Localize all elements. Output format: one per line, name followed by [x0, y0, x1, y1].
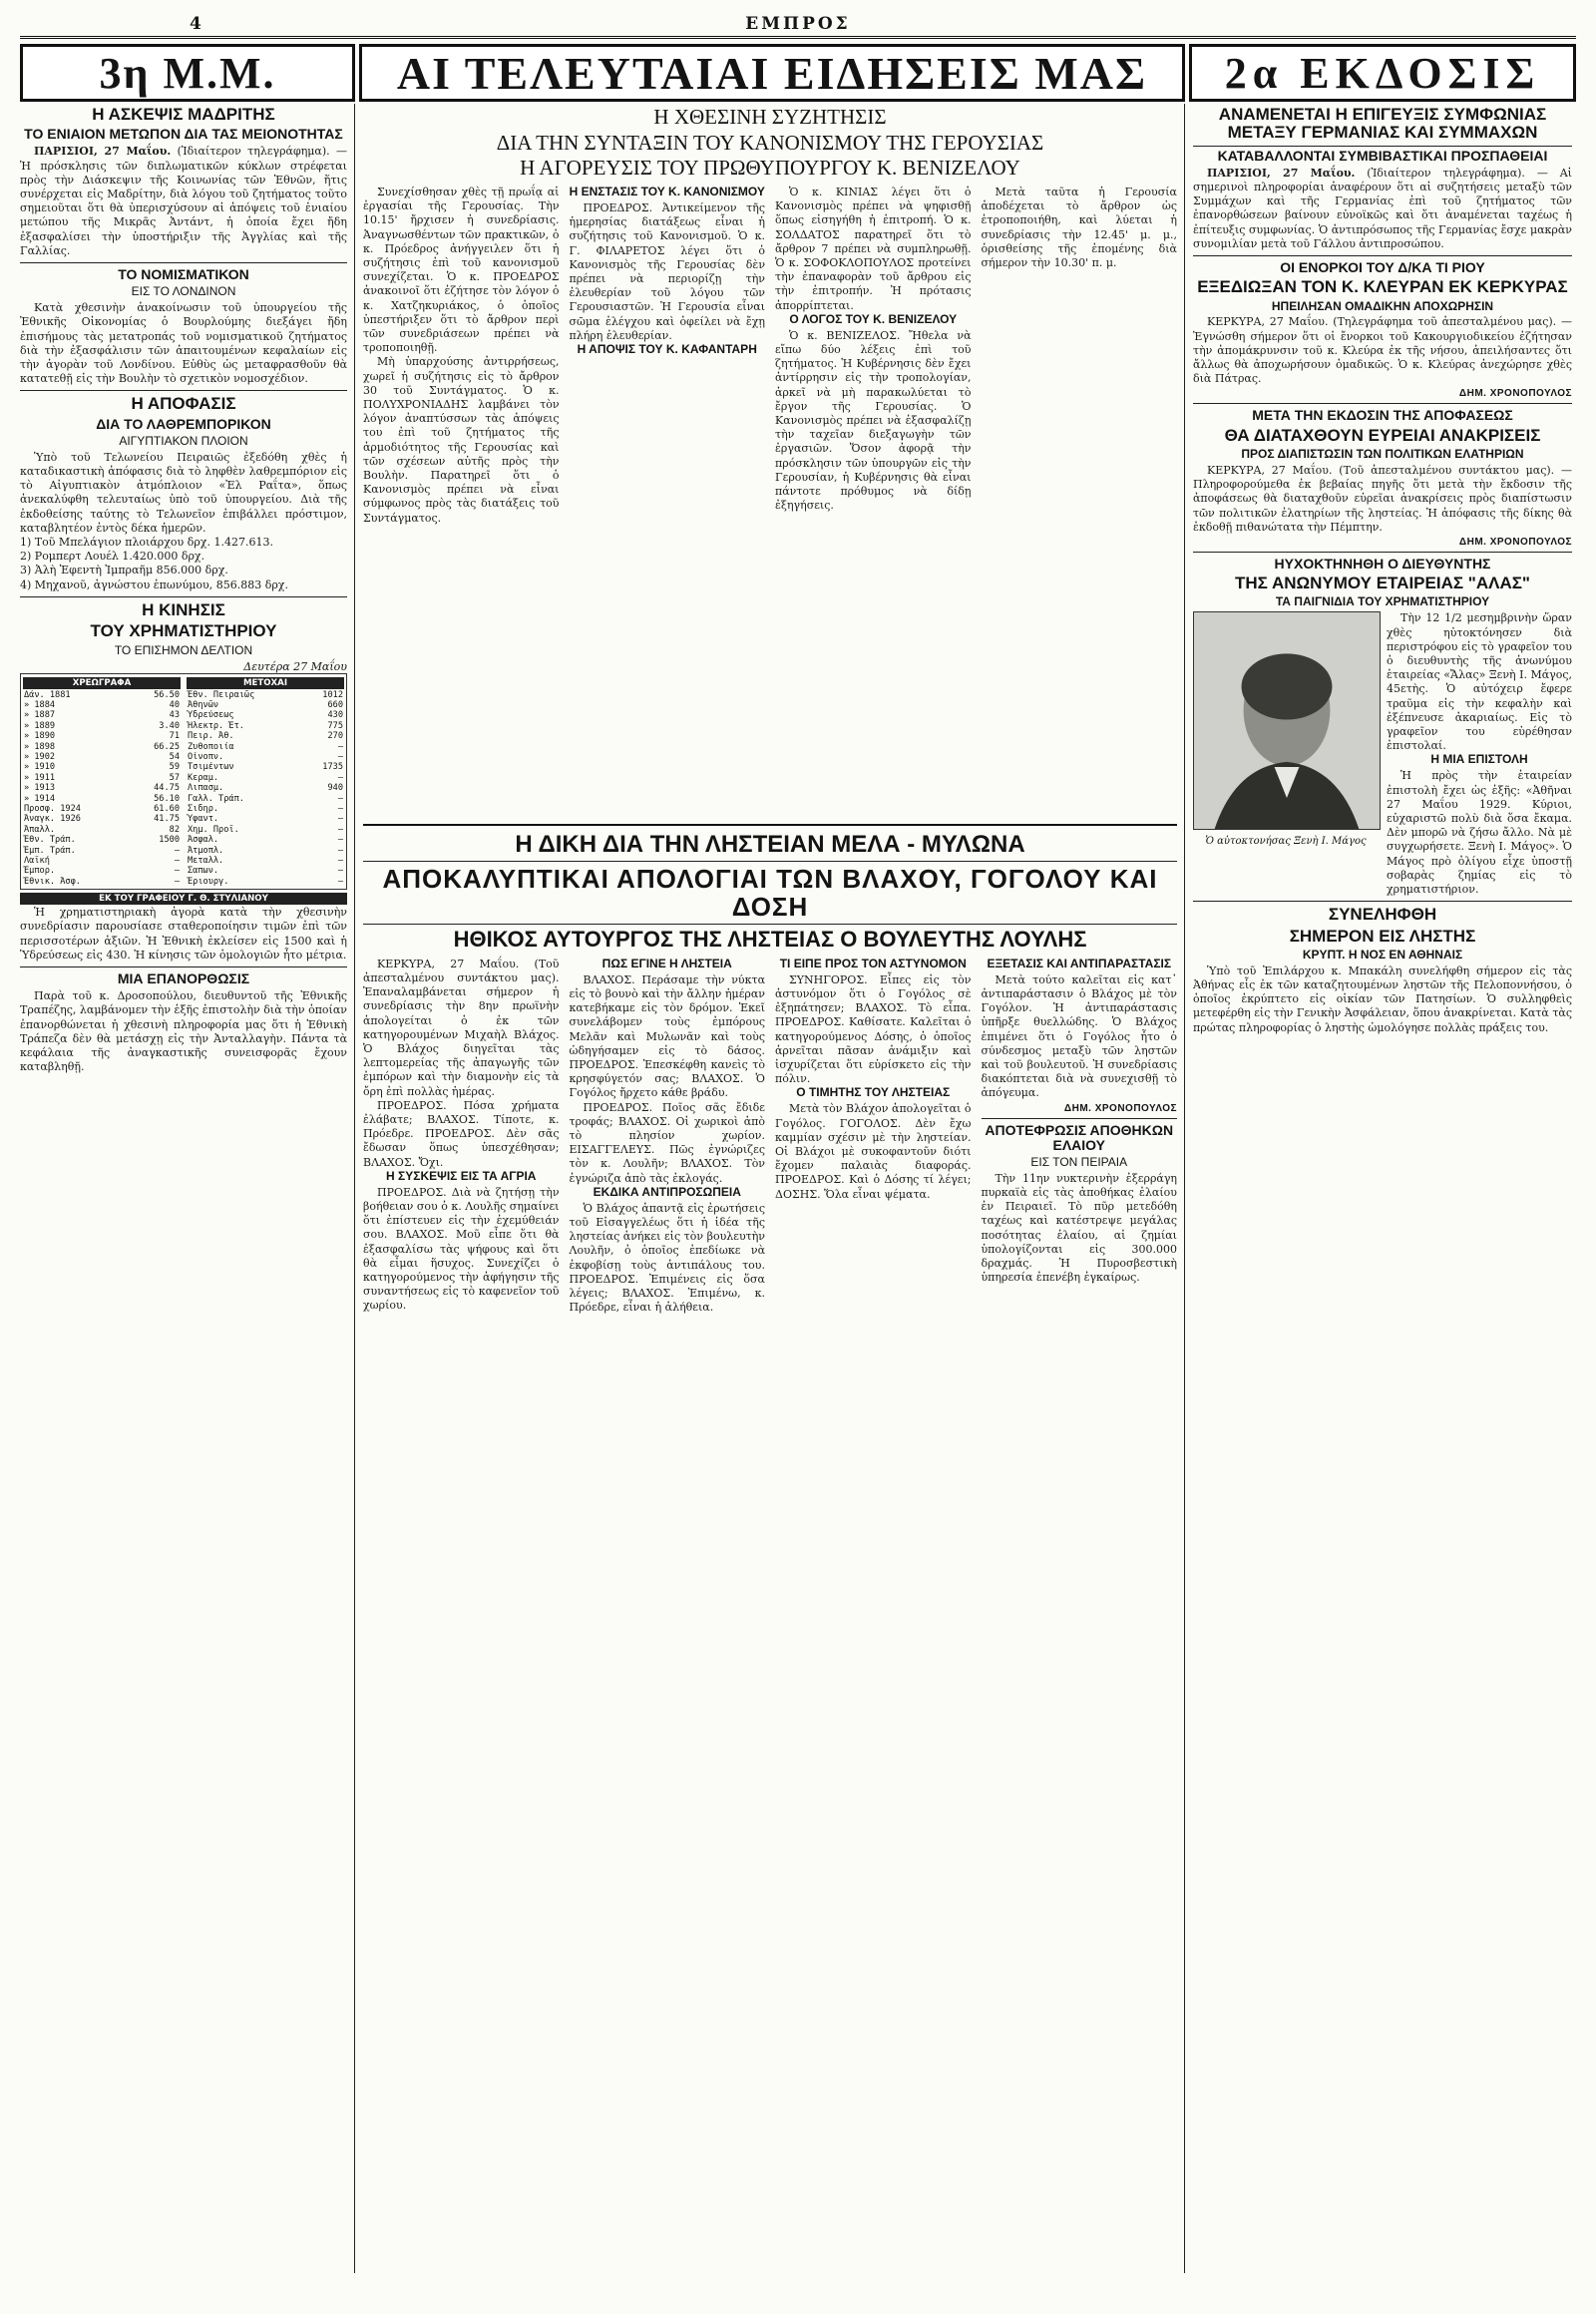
stock-name: Κεραμ. [188, 772, 219, 783]
stock-row [187, 835, 344, 845]
inquiry-byline: ΔΗΜ. ΧΡΟΝΟΠΟΥΛΟΣ [1458, 536, 1572, 548]
decision-body: Ὑπὸ τοῦ Τελωνείου Πειραιῶς ἐξεδόθη χθὲς ἡ καταδικαστικὴ ἀπόφασις διὰ τὸ ληφθὲν λαθρεμπόριον εἰς τὸ Αἰγυπτιακὸν ἀτμόπλοιον «Ἐλ Ραΐτα», ὅπως ἀνεκαλύφθη τελευταίως ὑπὸ τοῦ ὑπουργείου. Διὰ τῆς ἐκδοθείσης ταύτης τὸ Τελωνεῖον ἐπιβάλλει πρόστιμον, καταβλητέον ἐντὸς δέκα ἡμερῶν. [20, 450, 347, 535]
stock-row [23, 866, 181, 876]
divider [1193, 255, 1572, 256]
alas-body: Τὴν 12 1/2 μεσημβρινὴν ὥραν χθὲς ηὐτοκτόνησεν διὰ περιστρόφου εἰς τὸ γραφεῖον του ὁ διευθυντὴς τῆς ἀνωνύμου ἑταιρείας «Ἄλας» Ξενὴ Ι. Μάγος, 45ετὴς. Ὁ αὐτόχειρ ἔφερε τραῦμα εἰς τὴν κεφαλὴν καὶ ἐξέπνευσε ἀκαριαίως. Εἰς τὸ γραφεῖον του εὑρέθησαν ἐπιστολαί. [1387, 611, 1572, 753]
stock-row [23, 804, 181, 814]
stock-price: — [337, 793, 343, 804]
senate-paragraph: Συνεχίσθησαν χθὲς τῇ πρωΐᾳ αἱ ἐργασίαι τῆς Γερουσίας. Τὴν 10.15' ἤρχισεν ἡ συνεδρίασις. Ἀναγνωσθέντων τῶν πρακτικῶν, ὁ κ. Πρόεδρος ἀνήγγειλεν ὅτι ἡ συζήτησις ἐπὶ τοῦ κανονισμοῦ συνεχίζεται. Ὁ κ. ΠΡΟΕΔΡΟΣ ἀνακοινοῖ ὅτι ἐζήτησε τὸν λόγον ὁ κ. Χατζηκυριάκος, ὁ ὁποῖος ὑπεστήριξεν ὅτι τὸ ἄρθρον περὶ τῶν συνεδριάσεων πρέπει νὰ τροποποιηθῇ. [363, 186, 560, 355]
stock-name: Σιδηρ. [188, 803, 219, 814]
olive-headline: ΑΠΟΤΕΦΡΩΣΙΣ ΑΠΟΘΗΚΩΝ ΕΛΑΙΟΥ [985, 1121, 1174, 1153]
alas-photo-block [1193, 611, 1379, 897]
stock-price: 54 [169, 751, 180, 762]
stock-row [187, 690, 344, 700]
decision-list-item: 1) Τοῦ Μπελάγιον πλοιάρχου δρχ. 1.427.613. [20, 536, 273, 550]
arrest-subheadline: ΣΗΜΕΡΟΝ ΕΙΣ ΛΗΣΤΗΣ [1289, 926, 1476, 946]
stock-price: — [337, 772, 343, 783]
stock-name: Πειρ. Ἀθ. [188, 731, 234, 742]
stock-name: » 1887 [24, 710, 56, 721]
stock-row [187, 700, 344, 710]
stock-row [187, 825, 344, 835]
exchange-subheadline: ΤΟΥ ΧΡΗΜΑΤΙΣΤΗΡΙΟΥ [90, 621, 277, 641]
stock-price: — [337, 876, 343, 887]
stock-row [23, 700, 181, 710]
trial-subhead: Ο ΤΙΜΗΤΗΣ ΤΟΥ ΛΗΣΤΕΙΑΣ [796, 1085, 951, 1100]
stock-price: — [337, 741, 343, 752]
corfu-headline: ΟΙ ΕΝΟΡΚΟΙ ΤΟΥ Δ/ΚΑ ΤΙ ΡΙΟΥ [1280, 259, 1485, 276]
newspaper-page [20, 14, 1576, 2278]
decision-list-item: 4) Μηχανοῦ, ἀγνώστου ἐπωνύμου, 856.883 δρχ. [20, 578, 288, 591]
divider [20, 596, 347, 597]
stock-row [23, 856, 181, 866]
stock-name: Γαλλ. Τράπ. [188, 793, 244, 804]
stock-price: — [174, 866, 180, 877]
trial-paragraph: ΒΛΑΧΟΣ. Περάσαμε τὴν νύκτα εἰς τὸ βουνὸ καὶ τὴν ἄλλην ἡμέραν κατεβήκαμε εἰς τὸν δρόμον. Ἐκεῖ συνελάβομεν τοὺς ἐμπόρους Μελᾶν καὶ Μυλωνᾶν καὶ τοὺς ὡδηγήσαμεν εἰς τὸ δάσος. ΠΡΟΕΔΡΟΣ. Ἐπεσκέφθη κανεὶς τὸ κρησφύγετόν σας; ΒΛΑΧΟΣ. Ὁ Γογόλος ἤρχετο κάθε βράδυ. [569, 972, 765, 1100]
stock-name: Ἀναγκ. 1926 [24, 814, 81, 825]
stock-name: Σαπων. [188, 866, 219, 877]
arrest-body: Ὑπὸ τοῦ Ἐπιλάρχου κ. Μπακάλη συνελήφθη σήμερον εἰς τὰς Ἀθήνας εἷς ἐκ τῶν καταζητουμένων ληστῶν τῆς Πελοποννήσου, ὁ ὁποῖος ἐκρύπτετο εἰς οἰκίαν τῶν Πατησίων. Ὁ συλληφθεὶς μετεφέρθη εἰς τὴν Γενικὴν Ἀσφάλειαν, ὅπου ἀνακρίνεται. Κατὰ τὰς πρώτας πληροφορίας ὁ ληστὴς ὡμολόγησε πολλὰς πράξεις του. [1193, 964, 1572, 1034]
stock-name: Δάν. 1881 [24, 689, 71, 700]
senate-kicker: Η ΑΓΟΡΕΥΣΙΣ ΤΟΥ ΠΡΩΘΥΠΟΥΡΓΟΥ Κ. ΒΕΝΙΖΕΛΟΥ [520, 156, 1020, 181]
stock-name: » 1911 [24, 772, 56, 783]
stock-name: Ἀτμοπλ. [188, 845, 224, 856]
stock-price: — [337, 845, 343, 856]
stock-row [187, 856, 344, 866]
coins-subheadline: ΕΙΣ ΤΟ ΛΟΝΔΙΝΟΝ [131, 284, 236, 299]
left-column [20, 106, 347, 2272]
decision-kicker: ΑΙΓΥΠΤΙΑΚΟΝ ΠΛΟΙΟΝ [119, 433, 248, 448]
madrid-dateline: ΠΑΡΙΣΙΟΙ, 27 Μαΐου. [34, 145, 172, 159]
stock-price: 59 [169, 762, 180, 773]
stock-name: » 1890 [24, 731, 56, 742]
stock-name: Ὑδρεύσεως [188, 710, 234, 721]
trial-col [775, 958, 972, 1316]
germany-subheadline: ΚΑΤΑΒΑΛΛΟΝΤΑΙ ΣΥΜΒΙΒΑΣΤΙΚΑΙ ΠΡΟΣΠΑΘΕΙΑΙ [1193, 146, 1572, 164]
germany-body: (Ἰδιαίτερον τηλεγράφημα). — Αἱ σημερινοὶ πληροφορίαι ἀναφέρουν ὅτι αἱ συζητήσεις μεταξὺ τῶν Συμμάχων καὶ τῆς Γερμανίας ἐπὶ τοῦ ζητήματος τῶν ἐπανορθώσεων βαίνουν εὐνοϊκῶς καὶ ὅτι ἀναμένεται ταχέως ἡ ἐπίτευξις συμφωνίας. Ὁ ἀντιπρόσωπος τῆς Γερμανίας ἔσχε μακρὰν συνομιλίαν μετὰ τοῦ Γάλλου ἀντιπροσώπου. [1193, 166, 1572, 250]
stock-row [23, 710, 181, 720]
share-list [187, 690, 344, 888]
correction-headline: ΜΙΑ ΕΠΑΝΟΡΘΩΣΙΣ [117, 970, 250, 987]
divider [20, 390, 347, 391]
senate-article [363, 106, 1177, 816]
stock-name: Ἀσφαλ. [188, 835, 219, 846]
trial-subheadline: ΑΠΟΚΑΛΥΠΤΙΚΑΙ ΑΠΟΛΟΓΙΑΙ ΤΩΝ ΒΛΑΧΟΥ, ΓΟΓΟΛΟΥ ΚΑΙ ΔΟΣΗ [363, 861, 1177, 925]
stock-name: Προσφ. 1924 [24, 803, 81, 814]
olive-body: Τὴν 11ην νυκτερινὴν ἐξερράγη πυρκαϊὰ εἰς τὰς ἀποθήκας ἐλαίου ἐν Πειραιεῖ. Τὸ πῦρ μετεδόθη ταχέως καὶ κατέστρεψε μεγάλας ποσότητας ἐλαίου, αἱ ζημίαι ὑπολογίζονται εἰς 300.000 δραχμάς. Ἡ Πυροσβεστικὴ ὑπηρεσία ἐπενέβη ἐγκαίρως. [981, 1171, 1177, 1285]
stock-table-right-title: ΜΕΤΟΧΑΙ [187, 677, 344, 689]
stock-name: Ὑφαντ. [188, 814, 219, 825]
stock-name: Ἐθν. Πειραιῶς [188, 689, 255, 700]
senate-paragraph: Ὁ κ. ΚΙΝΙΑΣ λέγει ὅτι ὁ Κανονισμὸς πρέπει νὰ ψηφισθῇ ὅπως εἰσηγήθη ἡ ἐπιτροπή. Ὁ κ. ΣΟΛΔΑΤΟΣ παρατηρεῖ ὅτι τὸ ἄρθρον 7 πρέπει νὰ συμπληρωθῇ. Ὁ κ. ΣΟΦΟΚΛΟΠΟΥΛΟΣ προτείνει τὴν ἐπαναφορὰν τοῦ ἄρθρου εἰς τὴν ἐπιτροπήν. Ἡ πρότασις ἀπορρίπτεται. [775, 186, 972, 312]
stock-price: — [337, 866, 343, 877]
stock-price: 66.25 [154, 741, 180, 752]
stock-table [20, 673, 347, 891]
stock-row [187, 710, 344, 720]
stock-row [187, 846, 344, 856]
madrid-body: (Ἰδιαίτερον τηλεγράφημα). — Ἡ πρόσκλησις τῶν διπλωματικῶν κύκλων στρέφεται πρὸς τὴν Διάσκεψιν τῆς Κοινωνίας τῶν Ἐθνῶν, ἥτις συνέρχεται εἰς Μαδρίτην, διὰ λόγου τοῦ ζητήματος τοῦτο σημειοῦται ὅτι θὰ ὑπερισχύσουν αἱ ἀπόψεις τοῦ ἑνιαίου μετώπου τῆς Μικρᾶς Ἀντάντ, ἡ ὁποία ἔχει ἤδη ἐξασφαλίσει τὴν ὑποστήριξιν τῆς Ἀγγλίας καὶ τῆς Γαλλίας. [20, 145, 347, 257]
stock-name: » 1902 [24, 751, 56, 762]
stock-name: Λιπασμ. [188, 783, 224, 794]
coins-headline: ΤΟ ΝΟΜΙΣΜΑΤΙΚΟΝ [118, 266, 249, 283]
stock-name: Λαϊκή [24, 856, 50, 866]
portrait-caption: Ὁ αὐτοκτονήσας Ξενὴ Ι. Μάγος [1205, 836, 1367, 848]
letter-headline: Η ΜΙΑ ΕΠΙΣΤΟΛΗ [1430, 752, 1528, 767]
trial-paragraph: ΚΕΡΚΥΡΑ, 27 Μαΐου. (Τοῦ ἀπεσταλμένου συντάκτου μας). Ἐπαναλαμβάνεται σήμερον ἡ συνεδρίασις τὴν 8ην πρωϊνὴν ἀπολογείται ὁ ἐκ τῶν κατηγορουμένων Μιχαὴλ Βλάχος. Ὁ Βλάχος διηγεῖται τὰς λεπτομερείας τῆς ἀπαγωγῆς τῶν ἐμπόρων καὶ τὴν διαμονὴν εἰς τὰ ὄρη ἐπὶ πολλὰς ἡμέρας. [363, 957, 560, 1098]
stock-price: 430 [327, 710, 343, 721]
divider [20, 262, 347, 263]
stock-row [23, 835, 181, 845]
stock-table-left-title: ΧΡΕΩΓΡΑΦΑ [23, 677, 181, 689]
trial-subhead: ΕΞΕΤΑΣΙΣ ΚΑΙ ΑΝΤΙΠΑΡΑΣΤΑΣΙΣ [987, 956, 1172, 970]
stock-price: 41.75 [154, 814, 180, 825]
senate-subhead: Ο ΛΟΓΟΣ ΤΟΥ Κ. ΒΕΝΙΖΕΛΟΥ [789, 311, 958, 326]
page-number: 4 [190, 14, 201, 34]
stock-price: 82 [169, 824, 180, 835]
trial-paragraph: ΣΥΝΗΓΟΡΟΣ. Εἶπες εἰς τὸν ἀστυνόμον ὅτι ὁ Γογόλος σὲ ἐξηπάτησεν; ΒΛΑΧΟΣ. Τὸ εἶπα. ΠΡΟΕΔΡΟΣ. Καθίσατε. Καλεῖται ὁ κατηγορούμενος Δόσης, ὁ ὁποῖος ἀρνεῖται πᾶσαν ἀνάμιξιν καὶ ἰσχυρίζεται ὅτι εὑρίσκετο εἰς τὴν πόλιν. [775, 972, 972, 1086]
stock-price: — [174, 856, 180, 866]
alas-columns [1193, 611, 1572, 897]
stock-name: » 1884 [24, 699, 56, 710]
trial-paragraph: Μετὰ τούτο καλεῖται εἰς κατ᾽ ἀντιπαράστασιν ὁ Βλάχος μὲ τὸν Γογόλον. Ἡ ἀντιπαράστασις ὑπῆρξε θυελλώδης. Ὁ Βλάχος ἐπιμένει ὅτι ὁ Γογόλος ἦτο ὁ σύνδεσμος μεταξὺ τῶν ληστῶν καὶ τοῦ βουλευτοῦ. Ἡ συνεδρίασις διακόπτεται διὰ νὰ συνεχισθῇ τὸ ἀπόγευμα. [981, 972, 1177, 1100]
stock-row [23, 731, 181, 741]
stock-price: 775 [327, 720, 343, 731]
stock-price: — [337, 803, 343, 814]
stock-table-left [23, 676, 181, 888]
stock-row [23, 846, 181, 856]
stock-price: 57 [169, 772, 180, 783]
senate-columns [363, 186, 1177, 526]
corfu-subheadline: ΕΞΕΔΙΩΞΑΝ ΤΟΝ Κ. ΚΛΕΥΡΑΝ ΕΚ ΚΕΡΚΥΡΑΣ [1197, 277, 1568, 297]
stock-row [23, 825, 181, 835]
stock-name: Ἐμπορ. [24, 866, 56, 877]
stock-row [187, 814, 344, 824]
stock-row [23, 690, 181, 700]
stock-price: 3.40 [159, 720, 180, 731]
inquiry-subheadline: ΘΑ ΔΙΑΤΑΧΘΟΥΝ ΕΥΡΕΙΑΙ ΑΝΑΚΡΙΣΕΙΣ [1224, 425, 1541, 445]
arrest-headline: ΣΥΝΕΛΗΦΘΗ [1328, 905, 1437, 925]
senate-paragraph: ΠΡΟΕΔΡΟΣ. Ἀντικείμενον τῆς ἡμερησίας διατάξεως εἶναι ἡ συζήτησις τοῦ Κανονισμοῦ. Ὁ κ. Γ. ΦΙΛΑΡΕΤΟΣ λέγει ὅτι ὁ Κανονισμὸς τῆς Γερουσίας δὲν πρέπει νὰ περιορίζῃ τὴν ἐλευθερίαν τοῦ λόγου τῶν Γερουσιαστῶν. Ἡ Γερουσία εἶναι σῶμα ἐλέγχου καὶ ὀφείλει νὰ ἔχῃ πλήρη ἐλευθερίαν. [569, 200, 765, 342]
stock-row [187, 752, 344, 762]
inquiry-headline: ΜΕΤΑ ΤΗΝ ΕΚΔΟΣΙΝ ΤΗΣ ΑΠΟΦΑΣΕΩΣ [1252, 407, 1513, 424]
stock-name: Χημ. Προϊ. [188, 824, 239, 835]
decision-list-item: 2) Ρομπερτ Λουέλ 1.420.000 δρχ. [20, 550, 205, 564]
banner-3pm-text: 3η Μ.Μ. [99, 48, 276, 98]
inquiry-body: ΚΕΡΚΥΡΑ, 27 Μαΐου. (Τοῦ ἀπεσταλμένου συντάκτου μας). — Πληροφορούμεθα ἐκ βεβαίας πηγῆς ὅτι μετὰ τὴν ἔκδοσιν τῆς ἀποφάσεως θὰ διαταχθοῦν εὐρεῖαι ἀνακρίσεις πρὸς διαπίστωσιν τῶν πολιτικῶν ἐλατηρίων τῆς ληστείας. Ἡ ἀπόφασις τῆς δίκης θὰ ἐκδοθῇ πιθανώτατα τὴν Πέμπτην. [1193, 463, 1572, 534]
inquiry-kicker: ΠΡΟΣ ΔΙΑΠΙΣΤΩΣΙΝ ΤΩΝ ΠΟΛΙΤΙΚΩΝ ΕΛΑΤΗΡΙΩΝ [1241, 446, 1524, 461]
trial-col [570, 958, 766, 1316]
stock-row [187, 742, 344, 752]
trial-subhead: ΤΙ ΕΙΠΕ ΠΡΟΣ ΤΟΝ ΑΣΤΥΝΟΜΟΝ [779, 956, 967, 970]
madrid-text [20, 145, 347, 258]
stock-name: » 1889 [24, 720, 56, 731]
trial-paragraph: ΠΡΟΕΔΡΟΣ. Ποῖος σᾶς ἔδιδε τροφάς; ΒΛΑΧΟΣ. Οἱ χωρικοὶ ἀπὸ τὸ πλησίον χωρίον. ΕΙΣΑΓΓΕΛΕΥΣ. Πῶς ἐγνώριζες τὸν κ. Λουλῆν; ΒΛΑΧΟΣ. Τὸν ἐγνώριζα ἀπὸ τὰς ἐκλογάς. [569, 1100, 765, 1185]
trial-paragraph: ΠΡΟΕΔΡΟΣ. Διὰ νὰ ζητήσῃ τὴν βοήθειαν σου ὁ κ. Λουλῆς σημαίνει ὅτι ἐπίστευεν εἰς τὴν ἐχεμύθειάν σου. ΒΛΑΧΟΣ. Μοῦ εἶπε ὅτι θὰ ἐξασφαλίσω τὰς ψήφους καὶ ὅτι θὰ εἶμαι ἥσυχος. Συνεχίζει ὁ κατηγορούμενος τὴν ἀφήγησιν τῆς συναντήσεως εἰς τὸ καφενεῖον τοῦ χωρίου. [363, 1185, 560, 1313]
senate-subheadline: ΔΙΑ ΤΗΝ ΣΥΝΤΑΞΙΝ ΤΟΥ ΚΑΝΟΝΙΣΜΟΥ ΤΗΣ ΓΕΡΟΥΣΙΑΣ [496, 130, 1044, 155]
senate-paragraph: Μὴ ὑπαρχούσης ἀντιρρήσεως, χωρεῖ ἡ συζήτησις εἰς τὸ ἄρθρον 30 τοῦ Συντάγματος. Ὁ κ. ΠΟΛΥΧΡΟΝΙΑΔΗΣ λαμβάνει τὸν λόγον ἀναπτύσσων τὰς ἀπόψεις του ἐπὶ τοῦ ζητήματος τῆς ἀρμοδιότητος τῆς Γερουσίας καὶ τῶν σχέσεων αὐτῆς πρὸς τὴν Βουλὴν. Παρατηρεῖ ὅτι ὁ Κανονισμὸς πρέπει νὰ εἶναι σύμφωνος πρὸς τὰς διατάξεις τοῦ Συντάγματος. [363, 355, 560, 525]
senate-col [570, 186, 766, 526]
stock-row [23, 721, 181, 731]
stock-price: 56.10 [154, 793, 180, 804]
divider [1193, 552, 1572, 553]
stock-price: — [174, 845, 180, 856]
stock-name: Ἀπαλλ. [24, 824, 56, 835]
stock-name: Ἐμπ. Τράπ. [24, 845, 76, 856]
stock-row [187, 804, 344, 814]
stock-row [23, 773, 181, 783]
broker-heading: ΕΚ ΤΟΥ ΓΡΑΦΕΙΟΥ Γ. Θ. ΣΤΥΛΙΑΝΟΥ [20, 893, 347, 905]
germany-dateline: ΠΑΡΙΣΙΟΙ, 27 Μαΐου. [1207, 166, 1356, 180]
stock-price: 40 [169, 699, 180, 710]
stock-price: 270 [327, 731, 343, 742]
stock-price: 44.75 [154, 783, 180, 794]
newspaper-title: ΕΜΠΡΟΣ [745, 14, 851, 34]
stock-price: — [337, 814, 343, 825]
decision-list-item: 3) Ἀλὴ Ἐφεντὴ Ἰμπραῆμ 856.000 δρχ. [20, 564, 228, 578]
banner-3pm [20, 44, 355, 102]
stock-name: » 1914 [24, 793, 56, 804]
stock-price: 43 [169, 710, 180, 721]
divider [1193, 403, 1572, 404]
stock-row [187, 762, 344, 772]
decision-subheadline: ΔΙΑ ΤΟ ΛΑΘΡΕΜΠΟΡΙΚΟΝ [96, 415, 271, 432]
corfu-body: ΚΕΡΚΥΡΑ, 27 Μαΐου. (Τηλεγράφημα τοῦ ἀπεσταλμένου μας). — Ἐγνώσθη σήμερον ὅτι οἱ ἔνορκοι τοῦ Κακουργιοδικείου ἐζήτησαν τὴν ἀπομάκρυνσιν τοῦ κ. Κλεύρα ἐκ τῆς νήσου, ἀπειλήσαντες ὅτι ἄλλως θὰ ἀποχωρήσουν ὁμαδικῶς. Ὁ κ. Κλεύρας ἀνεχώρησε χθὲς διὰ Πάτρας. [1193, 315, 1572, 386]
divider [20, 966, 347, 967]
column-rule [354, 104, 355, 2273]
stock-row [23, 742, 181, 752]
exchange-headline: Η ΚΙΝΗΣΙΣ [142, 599, 225, 619]
alas-headline: ΗΥΧΟΚΤΗΝΗΘΗ Ο ΔΙΕΥΘΥΝΤΗΣ [1274, 555, 1491, 572]
stock-name: Μεταλλ. [188, 856, 224, 866]
stock-row [187, 783, 344, 793]
olive-subheadline: ΕΙΣ ΤΟΝ ΠΕΙΡΑΙΑ [1030, 1154, 1128, 1169]
stock-row [23, 762, 181, 772]
madrid-headline: Η ΑΣΚΕΨΙΣ ΜΑΔΡΙΤΗΣ [92, 106, 275, 124]
stock-row [187, 866, 344, 876]
stock-name: Ἐθν. Τράπ. [24, 835, 76, 846]
stock-row [23, 794, 181, 804]
trial-kicker: ΗΘΙΚΟΣ ΑΥΤΟΥΡΓΟΣ ΤΗΣ ΛΗΣΤΕΙΑΣ Ο ΒΟΥΛΕΥΤΗΣ ΛΟΥΛΗΣ [453, 927, 1087, 953]
exchange-date: Δευτέρα 27 Μαΐου [243, 659, 347, 673]
stock-price: — [337, 856, 343, 866]
stock-row [187, 877, 344, 887]
masthead [20, 14, 1576, 39]
stock-price: — [337, 751, 343, 762]
trial-subhead: ΕΚΔΙΚΑ ΑΝΤΙΠΡΟΣΩΠΕΙΑ [593, 1184, 741, 1199]
madrid-subheadline: ΤΟ ΕΝΙΑΙΟΝ ΜΕΤΩΠΟΝ ΔΙΑ ΤΑΣ ΜΕΙΟΝΟΤΗΤΑΣ [24, 126, 343, 143]
trial-paragraph: ΠΡΟΕΔΡΟΣ. Πόσα χρήματα ἐλάβατε; ΒΛΑΧΟΣ. Τίποτε, κ. Πρόεδρε. ΠΡΟΕΔΡΟΣ. Δὲν σᾶς ἔδωσαν ὅπως ὑπεσχέθησαν; ΒΛΑΧΟΣ. Ὄχι. [363, 1098, 560, 1169]
correction-body: Παρὰ τοῦ κ. Δροσοπούλου, διευθυντοῦ τῆς Ἐθνικῆς Τραπέζης, λαμβάνομεν τὴν ἑξῆς ἐπιστολὴν διὰ τὴν ὁποίαν ἐπανορθώνεται ἡ χθεσινὴ πληροφορία μας ὅτι ἡ Ἐθνικὴ Τράπεζα δὲν θὰ μετάσχῃ εἰς τὴν Ἀνταλλαγὴν. Πάντα τὰ κεφάλαια τῆς ἀναγκαστικῆς συνεισφορᾶς ἔχουν καταβληθῇ. [20, 989, 347, 1074]
senate-col [775, 186, 972, 526]
banner-latest-news [359, 44, 1185, 102]
stock-name: Ζυθοποιία [188, 741, 234, 752]
bond-list [23, 690, 181, 888]
stock-price: 940 [327, 783, 343, 794]
stock-name: » 1913 [24, 783, 56, 794]
trial-headline: Η ΔΙΚΗ ΔΙΑ ΤΗΝ ΛΗΣΤΕΙΑΝ ΜΕΛΑ - ΜΥΛΩΝΑ [515, 832, 1025, 858]
trial-paragraph: Μετὰ τὸν Βλάχον ἀπολογεῖται ὁ Γογόλος. ΓΟΓΟΛΟΣ. Δὲν ἔχω καμμίαν σχέσιν μὲ τὴν ληστείαν. Οἱ Βλάχοι μὲ συκοφαντοῦν διότι ἔχομεν παλαιὰς διαφοράς. ΠΡΟΕΔΡΟΣ. Καὶ ὁ Δόσης τί λέγει; ΔΟΣΗΣ. Ὅλα εἶναι ψέματα. [775, 1102, 972, 1201]
stock-price: — [337, 835, 343, 846]
stock-row [187, 794, 344, 804]
stock-row [187, 773, 344, 783]
stock-table-right [187, 676, 344, 888]
stock-price: — [174, 876, 180, 887]
column-rule [1184, 104, 1185, 2273]
senate-subhead: Η ΕΝΣΤΑΣΙΣ ΤΟΥ Κ. ΚΑΝΟΝΙΣΜΟΥ [569, 185, 765, 199]
stock-price: 61.60 [154, 803, 180, 814]
portrait-photo [1193, 611, 1381, 830]
coins-body: Κατὰ χθεσινὴν ἀνακοίνωσιν τοῦ ὑπουργείου τῆς Ἐθνικῆς Οἰκονομίας ὁ Βουρλούμης διεξάγει ἤδη ἐπισήμους τὰς μετατροπάς τοῦ νομισματικοῦ ζητήματος διὰ τὴν ἐξασφάλισιν τῶν ἀπαιτουμένων κεφαλαίων εἰς τὴν ἀγορὰν τοῦ Λονδίνου. Εὐθὺς ὡς μεταφρασθοῦν θὰ κατατεθῇ εἰς τὴν Βουλὴν τὸ σχετικὸν νομοσχέδιον. [20, 301, 347, 386]
corfu-kicker: ΗΠΕΙΛΗΣΑΝ ΟΜΑΔΙΚΗΝ ΑΠΟΧΩΡΗΣΙΝ [1271, 298, 1494, 313]
banner-second-edition [1189, 44, 1576, 102]
stock-name: » 1898 [24, 741, 56, 752]
alas-kicker: ΤΑ ΠΑΙΓΝΙΔΙΑ ΤΟΥ ΧΡΗΜΑΤΙΣΤΗΡΙΟΥ [1275, 594, 1490, 609]
stock-row [187, 731, 344, 741]
decision-headline: Η ΑΠΟΦΑΣΙΣ [131, 394, 236, 414]
germany-headline: ΑΝΑΜΕΝΕΤΑΙ Η ΕΠΙΓΕΥΞΙΣ ΣΥΜΦΩΝΙΑΣ ΜΕΤΑΞΥ ΓΕΡΜΑΝΙΑΣ ΚΑΙ ΣΥΜΜΑΧΩΝ [1218, 106, 1547, 143]
stock-row [23, 877, 181, 887]
divider [363, 824, 1177, 826]
stock-name: » 1910 [24, 762, 56, 773]
letter-body: Ἡ πρὸς τὴν ἑταιρείαν ἐπιστολὴ ἔχει ὡς ἑξῆς: «Ἀθῆναι 27 Μαΐου 1929. Κύριοι, εὐχαριστῶ πολὺ διὰ ὅσα ἔκαμα. Δὲν μπορῶ νὰ ζήσω ἄλλο. Νὰ μὲ συγχωρήσετε. Ξενὴ Ι. Μάγος». Ὁ Μάγος πρὸ ὀλίγου εἶχε ὑποστῇ σοβαρὰς ζημίας εἰς τὸ χρηματιστήριον. [1387, 769, 1572, 896]
trial-paragraph: Ὁ Βλάχος ἀπαντᾷ εἰς ἐρωτήσεις τοῦ Εἰσαγγελέως ὅτι ἡ ἰδέα τῆς ληστείας ἀνήκει εἰς τὸν βουλευτὴν Λουλῆν, ὁ ὁποῖος ἐπεδίωκε νὰ ἐκφοβίσῃ τοὺς ἀντιπάλους του. ΠΡΟΕΔΡΟΣ. Ἐπιμένεις εἰς ὅσα λέγεις; ΒΛΑΧΟΣ. Ἐπιμένω, κ. Πρόεδρε, εἶναι ἡ ἀλήθεια. [569, 1201, 765, 1315]
exchange-kicker: ΤΟ ΕΠΙΣΗΜΟΝ ΔΕΛΤΙΟΝ [114, 642, 253, 657]
divider [982, 1118, 1178, 1119]
banner-second-edition-text: 2α ΕΚΔΟΣΙΣ [1224, 48, 1541, 98]
senate-paragraph: Ὁ κ. ΒΕΝΙΖΕΛΟΣ. Ἤθελα νὰ εἴπω δύο λέξεις ἐπὶ τοῦ ζητήματος. Ἡ Κυβέρνησις δὲν ἔχει ἀντίρρησιν εἰς τὴν τροπολογίαν, ἀρκεῖ νὰ μὴ παρακωλύεται τὸ ἔργον τῆς Γερουσίας. Ὁ Κανονισμὸς πρέπει νὰ ἐξασφαλίζῃ τὴν ταχεῖαν διεξαγωγὴν τῶν ἐργασιῶν. Ὅσον ἀφορᾷ τὴν πρόσκλησιν τῶν ὑπουργῶν εἰς τὴν Γερουσίαν, ἡ Κυβέρνησις θὰ εἶναι πάντοτε πρόθυμος νὰ δίδῃ ἐξηγήσεις. [775, 328, 972, 513]
trial-article [363, 832, 1177, 2272]
germany-text [1193, 167, 1572, 251]
stock-name: Τσιμέντων [188, 762, 234, 773]
alas-subheadline: ΤΗΣ ΑΝΩΝΥΜΟΥ ΕΤΑΙΡΕΙΑΣ "ΑΛΑΣ" [1234, 574, 1530, 593]
stock-price: — [337, 824, 343, 835]
trial-col [982, 958, 1178, 1316]
stock-row [23, 783, 181, 793]
broker-body: Ἡ χρηματιστηριακὴ ἀγορὰ κατὰ τὴν χθεσινὴν συνεδρίασιν παρουσίασε σταθεροποίησιν τιμῶν ἐπὶ τῶν περισσοτέρων ἀξιῶν. Ἡ Ἐθνικὴ ἐκλείσεν εἰς 1500 καὶ ἡ Ὑδρεύσεως εἰς 430. Ἡ κίνησις τῶν ὁμολογιῶν ἦτο μέτρια. [20, 906, 347, 962]
trial-byline: ΔΗΜ. ΧΡΟΝΟΠΟΥΛΟΣ [1063, 1102, 1177, 1114]
trial-columns [363, 958, 1177, 1316]
senate-paragraph: Μετὰ ταῦτα ἡ Γερουσία ἀποδέχεται τὸ ἄρθρον ὡς ἐτροποποιήθη, καὶ λύεται ἡ συνεδρίασις τὴν 12.45' μ. μ., ὁρισθείσης τῆς ἑπομένης διὰ σήμερον τὴν 10.30' π. μ. [981, 186, 1177, 270]
arrest-kicker: ΚΡΥΠΤ. Η ΝΟΣ ΕΝ ΑΘΗΝΑΙΣ [1302, 947, 1463, 962]
trial-subhead: ΠΩΣ ΕΓΙΝΕ Η ΛΗΣΤΕΙΑ [601, 956, 732, 970]
banner-latest-news-text: ΑΙ ΤΕΛΕΥΤΑΙΑΙ ΕΙΔΗΣΕΙΣ ΜΑΣ [396, 47, 1148, 99]
stock-name: Ἐριουργ. [188, 876, 229, 887]
stock-price: 1012 [322, 689, 343, 700]
stock-price: 1735 [322, 762, 343, 773]
stock-name: Οἰνοπν. [188, 751, 224, 762]
trial-col [363, 958, 560, 1316]
stock-row [187, 721, 344, 731]
stock-name: Ἐθνικ. Ἀσφ. [24, 876, 81, 887]
senate-col [363, 186, 560, 526]
senate-subhead: Η ΑΠΟΨΙΣ ΤΟΥ Κ. ΚΑΦΑΝΤΑΡΗ [577, 342, 757, 356]
stock-price: 660 [327, 699, 343, 710]
right-column [1193, 106, 1572, 2272]
stock-row [23, 752, 181, 762]
senate-col [982, 186, 1178, 526]
stock-name: Ἀθηνῶν [188, 699, 219, 710]
stock-row [23, 814, 181, 824]
divider [1193, 901, 1572, 902]
stock-price: 71 [169, 731, 180, 742]
trial-subhead: Η ΣΥΣΚΕΨΙΣ ΕΙΣ ΤΑ ΑΓΡΙΑ [386, 1168, 537, 1183]
alas-text-block [1387, 611, 1572, 897]
stock-price: 1500 [159, 835, 180, 846]
corfu-byline: ΔΗΜ. ΧΡΟΝΟΠΟΥΛΟΣ [1458, 388, 1572, 400]
senate-headline: Η ΧΘΕΣΙΝΗ ΣΥΖΗΤΗΣΙΣ [653, 106, 887, 129]
stock-price: 56.50 [154, 689, 180, 700]
stock-name: Ἠλεκτρ. Ἐτ. [188, 720, 244, 731]
